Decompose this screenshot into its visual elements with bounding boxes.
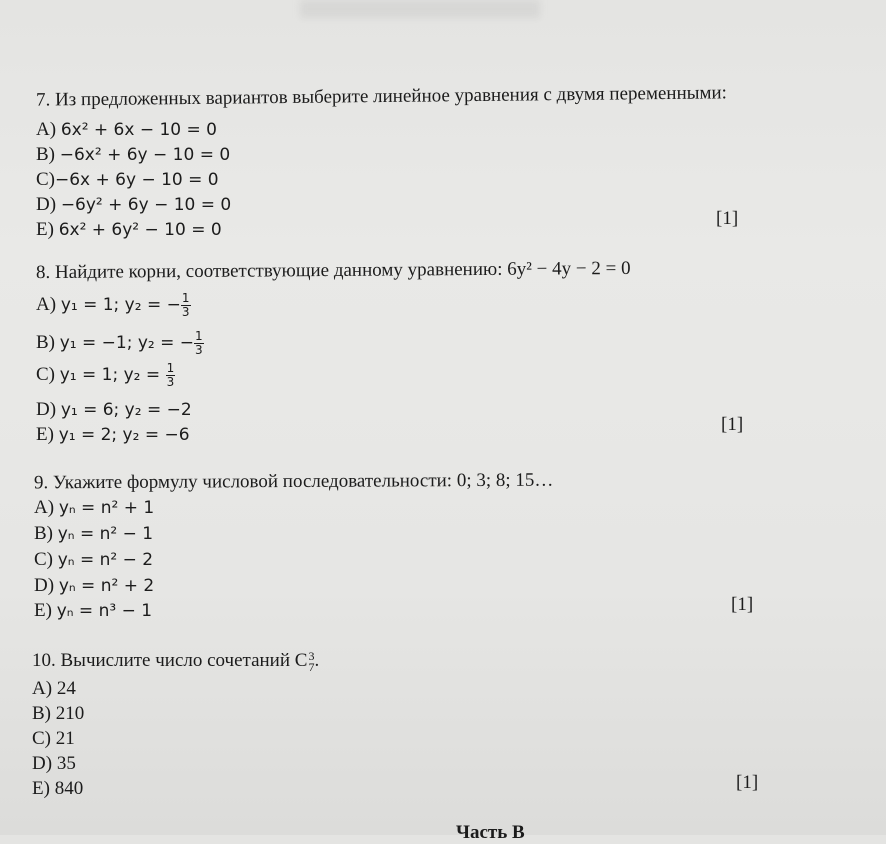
q9-option-c: C) yₙ = n² − 2 <box>34 549 154 570</box>
q7-option-b: B) −6x² + 6y − 10 = 0 <box>36 144 231 165</box>
q8-points: [1] <box>721 414 744 435</box>
q7-option-e: E) 6x² + 6y² − 10 = 0 <box>36 219 222 240</box>
q8-option-a: A) y₁ = 1; y₂ = − $\frac{1}{3}$ <box>36 291 190 319</box>
q10-option-e: E) 840 <box>32 778 84 799</box>
q7-points: [1] <box>716 208 739 229</box>
question-8-title: 8. Найдите корни, соответствующие данному уравнению: 6y² − 4y − 2 = 0 <box>35 257 631 284</box>
next-section-heading: Часть В <box>456 822 525 843</box>
q8-option-c: C) y₁ = 1; y₂ = $\frac{1}{3}$ <box>36 361 175 389</box>
q7-option-a: A) 6x² + 6x − 10 = 0 <box>36 119 217 140</box>
question-10-title: 10. Вычислите число сочетаний C 3 7 . <box>32 648 320 674</box>
q7-option-d: D) −6y² + 6y − 10 = 0 <box>36 194 232 215</box>
bleed-through-shadow <box>300 0 540 18</box>
combination-symbol: C 3 7 . <box>294 648 320 674</box>
q10-option-b: B) 210 <box>32 703 85 724</box>
q9-points: [1] <box>731 594 754 615</box>
q9-option-b: B) yₙ = n² − 1 <box>34 523 154 544</box>
q7-option-c: C)−6x + 6y − 10 = 0 <box>36 169 219 190</box>
q10-option-a: A) 24 <box>32 678 76 699</box>
fraction: $\frac{1}{3}$ <box>181 291 190 319</box>
q8-option-e: E) y₁ = 2; y₂ = −6 <box>36 424 190 445</box>
q9-option-e: E) yₙ = n³ − 1 <box>34 600 153 621</box>
q8-option-d: D) y₁ = 6; y₂ = −2 <box>36 399 192 420</box>
question-9-title: 9. Укажите формулу числовой последовательности: 0; 3; 8; 15… <box>33 469 554 494</box>
q10-option-c: C) 21 <box>32 728 75 749</box>
question-7-title: 7. Из предложенных вариантов выберите линейное уравнения с двумя переменными: <box>35 82 728 111</box>
fraction: $\frac{1}{3}$ <box>195 329 203 357</box>
q9-option-d: D) yₙ = n² + 2 <box>34 575 155 596</box>
q8-option-b: B) y₁ = −1; y₂ = − $\frac{1}{3}$ <box>36 329 203 357</box>
q10-option-d: D) 35 <box>32 753 76 774</box>
q9-option-a: A) yₙ = n² + 1 <box>34 497 155 518</box>
q10-points: [1] <box>736 772 759 793</box>
fraction: $\frac{1}{3}$ <box>166 361 175 389</box>
